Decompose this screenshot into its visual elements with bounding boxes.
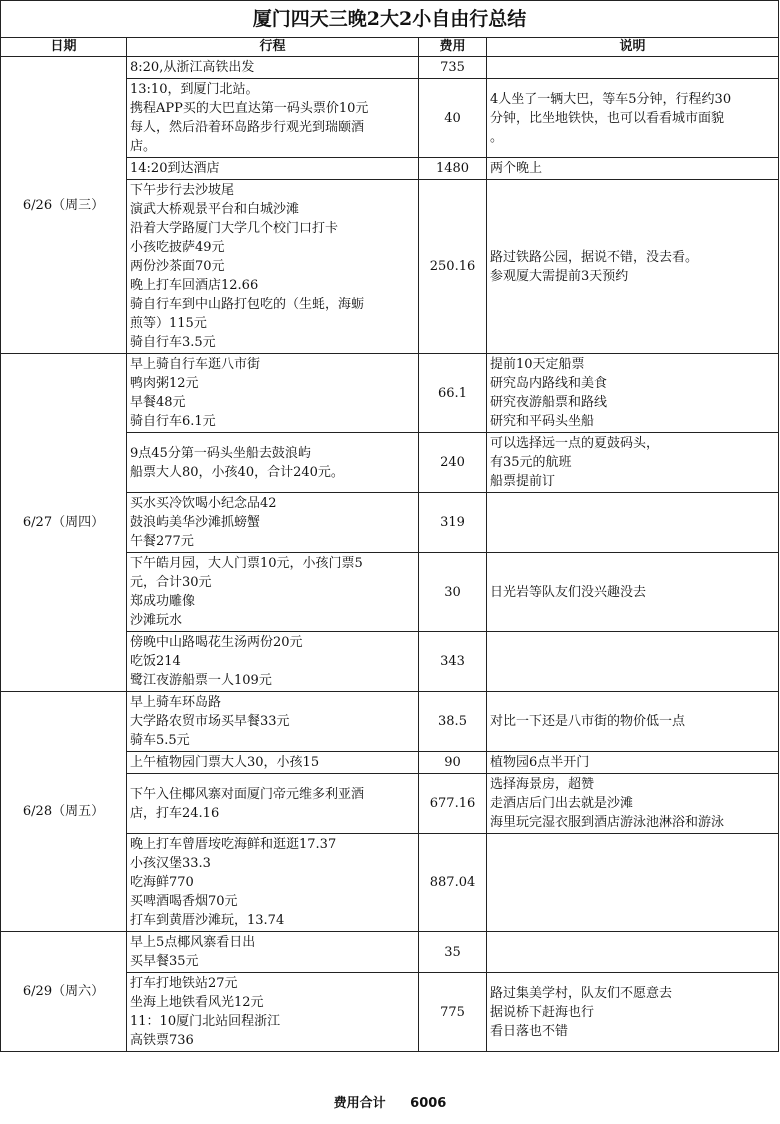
itinerary-line: 吃海鲜770 [130,875,194,890]
itinerary-line: 每人，然后沿着环岛路步行观光到瑞颐酒 [130,120,365,135]
note-line: 日光岩等队友们没兴趣没去 [490,584,647,600]
cost-cell: 40 [419,79,487,158]
itinerary-line: 沿着大学路厦门大学几个校门口打卡 [130,221,339,236]
note-line: 路过集美学村，队友们不愿意去 [490,985,673,1001]
note-line: 看日落也不错 [490,1023,569,1039]
cost-cell: 319 [419,493,487,553]
note-line: 提前10天定船票 [490,357,585,372]
itinerary-line: 午餐277元 [130,534,194,549]
itinerary-line: 骑自行车到中山路打包吃的（生蚝，海蛎 [130,297,365,312]
note-line: 参观厦大需提前3天预约 [490,268,629,284]
itinerary-cell [127,692,419,752]
table-row [1,692,779,752]
note-line: 路过铁路公园，据说不错，没去看。 [490,249,699,265]
note-line: 据说桥下赶海也行 [490,1004,595,1020]
itinerary-line: 小孩吃披萨49元 [130,240,225,255]
itinerary-cell [127,553,419,632]
itinerary-line: 高铁票736 [130,1033,194,1048]
itinerary-line: 上午植物园门票大人30，小孩15 [130,755,320,770]
itinerary-line: 船票大人80，小孩40，合计240元。 [130,464,344,480]
note-cell [487,553,779,632]
itinerary-cell [127,834,419,932]
itinerary-line: 骑自行车3.5元 [130,335,216,350]
itinerary-line: 店，打车24.16 [130,805,220,821]
note-cell [487,433,779,493]
note-line: 4人坐了一辆大巴，等车5分钟，行程约30 [490,91,732,107]
itinerary-line: 打车到黄厝沙滩玩，13.74 [130,913,285,928]
itinerary-line: 下午步行去沙坡尾 [130,183,235,198]
itinerary-line: 大学路农贸市场买早餐33元 [130,714,290,729]
itinerary-line: 元，合计30元 [130,575,212,590]
itinerary-line: 鸭肉粥12元 [130,376,199,391]
itinerary-line: 14:20到达酒店 [130,161,220,176]
cost-cell: 250.16 [419,180,487,354]
itinerary-line: 吃饭214 [130,654,181,669]
cost-cell: 35 [419,932,487,973]
itinerary-line: 演武大桥观景平台和白城沙滩 [130,202,300,217]
cost-cell: 90 [419,752,487,774]
itinerary-line: 下午入住椰风寨对面厦门帝元维多利亚酒 [130,786,365,802]
note-line: 。 [490,129,504,145]
cost-cell: 677.16 [419,774,487,834]
cost-cell: 30 [419,553,487,632]
itinerary-cell [127,354,419,433]
header-date: 日期 [1,38,127,57]
cost-cell: 775 [419,973,487,1052]
note-cell [487,158,779,180]
itinerary-line: 郑成功雕像 [130,594,196,609]
note-cell [487,354,779,433]
itinerary-line: 沙滩玩水 [130,613,183,628]
date-cell: 6/28（周五） [1,692,127,932]
table-row [1,932,779,973]
itinerary-line: 店。 [130,139,157,154]
itinerary-cell [127,493,419,553]
itinerary-line: 鹭江夜游船票一人109元 [130,673,272,688]
itinerary-line: 买早餐35元 [130,954,199,969]
itinerary-cell [127,752,419,774]
date-cell: 6/27（周四） [1,354,127,692]
itinerary-cell [127,973,419,1052]
note-cell [487,493,779,553]
note-line: 可以选择远一点的夏鼓码头， [490,436,660,451]
itinerary-line: 晚上打车曾厝垵吃海鲜和逛逛17.37 [130,837,337,852]
note-line: 选择海景房，超赞 [490,777,595,792]
note-cell [487,692,779,752]
note-line: 研究岛内路线和美食 [490,376,608,391]
itinerary-line: 傍晚中山路喝花生汤两份20元 [130,635,303,650]
itinerary-line: 9点45分第一码头坐船去鼓浪屿 [130,445,311,461]
header-itinerary: 行程 [127,38,419,57]
itinerary-cell [127,158,419,180]
note-line: 对比一下还是八市街的物价低一点 [490,714,686,729]
note-cell [487,752,779,774]
table-row [1,354,779,433]
total-label: 费用合计 [333,1096,386,1111]
table-row [1,57,779,79]
header-cost: 费用 [419,38,487,57]
note-line: 研究夜游船票和路线 [490,395,608,410]
itinerary-line: 打车打地铁站27元 [130,976,238,991]
itinerary-cell [127,632,419,692]
itinerary-line: 骑自行车6.1元 [130,414,216,429]
note-line: 两个晚上 [490,161,543,176]
itinerary-line: 8:20,从浙江高铁出发 [130,60,255,75]
itinerary-line: 早上骑自行车逛八市街 [130,357,261,372]
itinerary-cell [127,79,419,158]
itinerary-line: 13:10，到厦门北站。 [130,82,259,97]
note-cell [487,632,779,692]
itinerary-line: 11：10厦门北站回程浙江 [130,1014,281,1029]
note-cell [487,180,779,354]
itinerary-line: 晚上打车回酒店12.66 [130,278,259,293]
itinerary-line: 早餐48元 [130,395,186,410]
note-line: 研究和平码头坐船 [490,414,595,429]
itinerary-line: 携程APP买的大巴直达第一码头票价10元 [130,101,369,116]
note-cell [487,79,779,158]
note-line: 植物园6点半开门 [490,755,590,770]
itinerary-line: 小孩汉堡33.3 [130,856,211,871]
cost-cell: 240 [419,433,487,493]
note-line: 分钟，比坐地铁快，也可以看看城市面貌 [490,110,725,126]
itinerary-cell [127,57,419,79]
date-cell: 6/26（周三） [1,57,127,354]
total-value: 6006 [410,1096,447,1111]
itinerary-cell [127,180,419,354]
itinerary-line: 骑车5.5元 [130,733,190,748]
cost-cell: 735 [419,57,487,79]
itinerary-cell [127,433,419,493]
itinerary-line: 早上骑车环岛路 [130,695,222,710]
cost-cell: 66.1 [419,354,487,433]
cost-cell: 343 [419,632,487,692]
itinerary-line: 坐海上地铁看风光12元 [130,995,264,1010]
note-line: 走酒店后门出去就是沙滩 [490,796,634,811]
note-line: 海里玩完湿衣服到酒店游泳池淋浴和游泳 [490,815,725,830]
itinerary-line: 早上5点椰风寨看日出 [130,935,256,950]
itinerary-line: 下午皓月园，大人门票10元，小孩门票5 [130,556,363,571]
cost-cell: 887.04 [419,834,487,932]
note-cell [487,834,779,932]
date-cell: 6/29（周六） [1,932,127,1052]
itinerary-line: 两份沙茶面70元 [130,259,225,274]
note-cell [487,774,779,834]
note-cell [487,973,779,1052]
note-cell [487,932,779,973]
itinerary-cell [127,932,419,973]
total-row [0,1094,780,1124]
note-line: 有35元的航班 [490,455,572,470]
itinerary-line: 买啤酒喝香烟70元 [130,894,238,909]
note-line: 船票提前订 [490,474,556,489]
itinerary-line: 鼓浪屿美华沙滩抓螃蟹 [130,515,261,530]
itinerary-cell [127,774,419,834]
itinerary-line: 煎等）115元 [130,316,207,331]
itinerary-line: 买水买冷饮喝小纪念品42 [130,496,277,511]
header-note: 说明 [487,38,779,57]
cost-cell: 38.5 [419,692,487,752]
header-row [1,38,779,57]
cost-cell: 1480 [419,158,487,180]
note-cell [487,57,779,79]
sheet-title: 厦门四天三晚2大2小自由行总结 [1,1,779,38]
